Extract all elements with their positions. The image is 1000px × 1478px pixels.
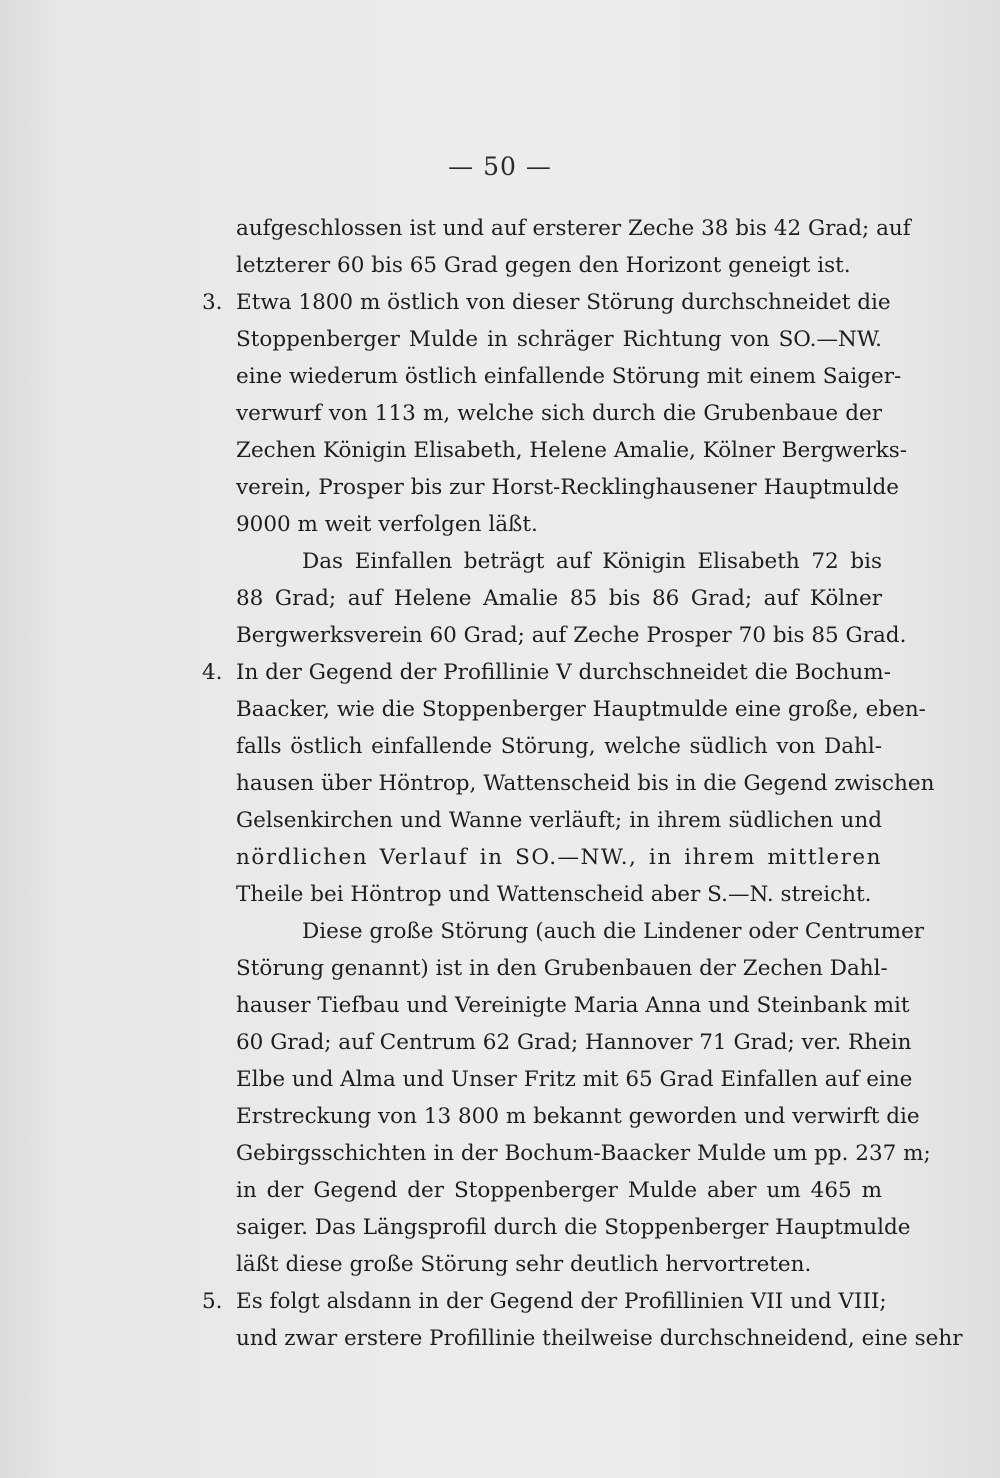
text-line: verein, Prosper bis zur Horst-Recklinghausener Hauptmulde xyxy=(236,475,899,500)
text-line: Erstreckung von 13 800 m bekannt geworden und verwirft die xyxy=(236,1104,920,1129)
text-line: 60 Grad; auf Centrum 62 Grad; Hannover 71 Grad; ver. Rhein xyxy=(236,1030,912,1055)
text-line: letzterer 60 bis 65 Grad gegen den Horizont geneigt ist. xyxy=(236,253,851,278)
text-line: Gebirgsschichten in der Bochum-Baacker Mulde um pp. 237 m; xyxy=(236,1141,931,1166)
text-line: Theile bei Höntrop und Wattenscheid aber S.—N. streicht. xyxy=(236,882,872,907)
text-line: Zechen Königin Elisabeth, Helene Amalie, Kölner Bergwerks- xyxy=(236,438,908,463)
text-line: Gelsenkirchen und Wanne verläuft; in ihrem südlichen und xyxy=(236,808,882,833)
text-line: Stoppenberger Mulde in schräger Richtung von SO.—NW. xyxy=(236,327,882,352)
text-line: saiger. Das Längsprofil durch die Stoppenberger Hauptmulde xyxy=(236,1215,911,1240)
text-line: 9000 m weit verfolgen läßt. xyxy=(236,512,538,537)
text-line: Bergwerksverein 60 Grad; auf Zeche Prosper 70 bis 85 Grad. xyxy=(236,623,907,648)
text-line: Das Einfallen beträgt auf Königin Elisabeth 72 bis xyxy=(302,549,882,574)
text-line: Störung genannt) ist in den Grubenbauen der Zechen Dahl- xyxy=(236,956,888,981)
text-line: Diese große Störung (auch die Lindener oder Centrumer xyxy=(302,919,925,944)
list-number: 4. xyxy=(202,660,223,685)
text-line: Baacker, wie die Stoppenberger Hauptmulde eine große, eben- xyxy=(236,697,926,722)
text-line: aufgeschlossen ist und auf ersterer Zeche 38 bis 42 Grad; auf xyxy=(236,216,911,241)
text-line: hausen über Höntrop, Wattenscheid bis in die Gegend zwischen xyxy=(236,771,935,796)
text-line: Elbe und Alma und Unser Fritz mit 65 Grad Einfallen auf eine xyxy=(236,1067,913,1092)
list-number: 5. xyxy=(202,1289,223,1314)
text-line: Es folgt alsdann in der Gegend der Profillinien VII und VIII; xyxy=(236,1289,887,1314)
text-line: in der Gegend der Stoppenberger Mulde aber um 465 m xyxy=(236,1178,882,1203)
page-number: — 50 — xyxy=(448,152,552,181)
text-line: hauser Tiefbau und Vereinigte Maria Anna und Steinbank mit xyxy=(236,993,910,1018)
text-line: nördlichen Verlauf in SO.—NW., in ihrem mittleren xyxy=(236,845,882,870)
text-line: verwurf von 113 m, welche sich durch die Grubenbaue der xyxy=(236,401,882,426)
text-line: eine wiederum östlich einfallende Störung mit einem Saiger- xyxy=(236,364,902,389)
text-line: und zwar erstere Profillinie theilweise durchschneidend, eine sehr xyxy=(236,1326,963,1351)
text-line: Etwa 1800 m östlich von dieser Störung durchschneidet die xyxy=(236,290,891,315)
list-number: 3. xyxy=(202,290,223,315)
text-line: In der Gegend der Profillinie V durchschneidet die Bochum- xyxy=(236,660,891,685)
text-line: 88 Grad; auf Helene Amalie 85 bis 86 Grad; auf Kölner xyxy=(236,586,882,611)
text-line: falls östlich einfallende Störung, welche südlich von Dahl- xyxy=(236,734,882,759)
text-line: läßt diese große Störung sehr deutlich hervortreten. xyxy=(236,1252,812,1277)
